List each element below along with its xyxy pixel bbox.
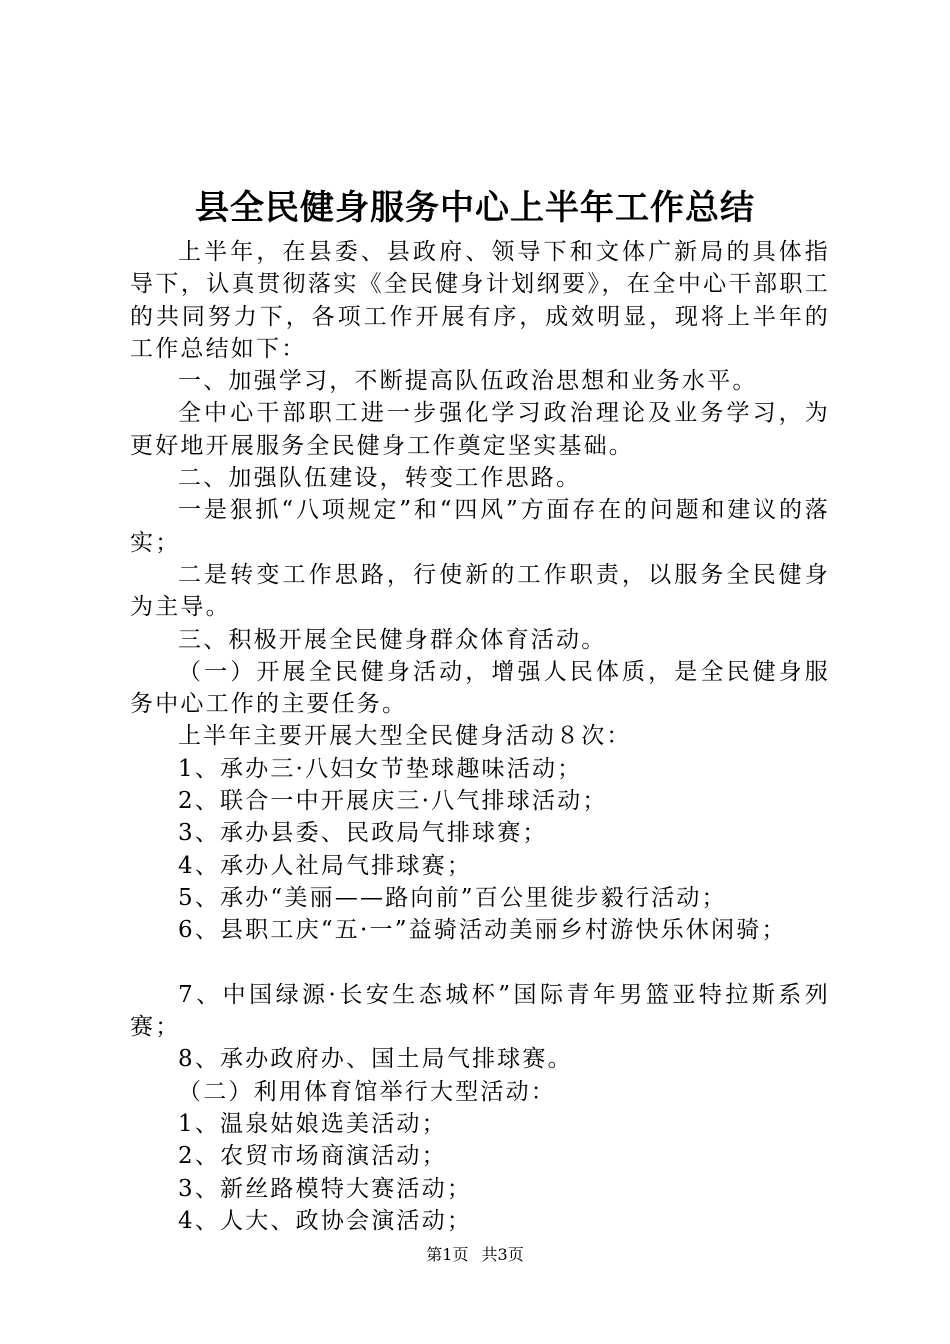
paragraph: 全中心干部职工进一步强化学习政治理论及业务学习，为更好地开展服务全民健身工作奠定坚实基础。 xyxy=(130,400,830,459)
list-item: 2、联合一中开展庆三·八气排球活动； xyxy=(178,788,608,815)
section-heading: 一、加强学习，不断提高队伍政治思想和业务水平。 xyxy=(178,368,758,395)
section-heading: 三、积极开展全民健身群众体育活动。 xyxy=(178,626,607,653)
paragraph: 一是狠抓“八项规定”和“四风”方面存在的问题和建议的落实； xyxy=(130,497,830,556)
list-item: 3、新丝路模特大赛活动； xyxy=(178,1175,473,1202)
list-item: 5、承办“美丽——路向前”百公里徙步毅行活动； xyxy=(178,884,727,911)
list-item: 4、人大、政协会演活动； xyxy=(178,1207,473,1234)
document-title: 县全民健身服务中心上半年工作总结 xyxy=(195,188,755,228)
blank-line xyxy=(130,947,830,979)
document-body xyxy=(130,236,830,1237)
list-item: 6、县职工庆“五·一”益骑活动美丽乡村游快乐休闲骑； xyxy=(178,917,787,944)
list-item: 8、承办政府办、国土局气排球赛。 xyxy=(178,1046,573,1073)
list-item: 4、承办人社局气排球赛； xyxy=(178,852,473,879)
paragraph: 上半年，在县委、县政府、领导下和文体广新局的具体指导下，认真贯彻落实《全民健身计划纲要》，在全中心干部职工的共同努力下，各项工作开展有序，成效明显，现将上半年的工作总结如下： xyxy=(130,239,830,362)
paragraph: 上半年主要开展大型全民健身活动８次： xyxy=(178,723,632,750)
list-item: 2、农贸市场商演活动； xyxy=(178,1143,447,1170)
page-number: 第1页 xyxy=(426,1245,469,1264)
list-item: 7、中国绿源·长安生态城杯”国际青年男篮亚特拉斯系列赛； xyxy=(130,981,830,1041)
list-item: 1、温泉姑娘选美活动； xyxy=(178,1111,447,1138)
page-total: 共3页 xyxy=(481,1245,524,1264)
list-item: 3、承办县委、民政局气排球赛； xyxy=(178,820,548,847)
page-footer xyxy=(0,1244,950,1266)
section-heading: 二、加强队伍建设，转变工作思路。 xyxy=(178,465,582,492)
list-item: 1、承办三·八妇女节垫球趣味活动； xyxy=(178,755,583,782)
paragraph: 二是转变工作思路，行使新的工作职责，以服务全民健身为主导。 xyxy=(130,561,830,621)
paragraph: （二）利用体育馆举行大型活动： xyxy=(178,1078,556,1105)
paragraph: （一）开展全民健身活动，增强人民体质，是全民健身服务中心工作的主要任务。 xyxy=(130,658,830,718)
